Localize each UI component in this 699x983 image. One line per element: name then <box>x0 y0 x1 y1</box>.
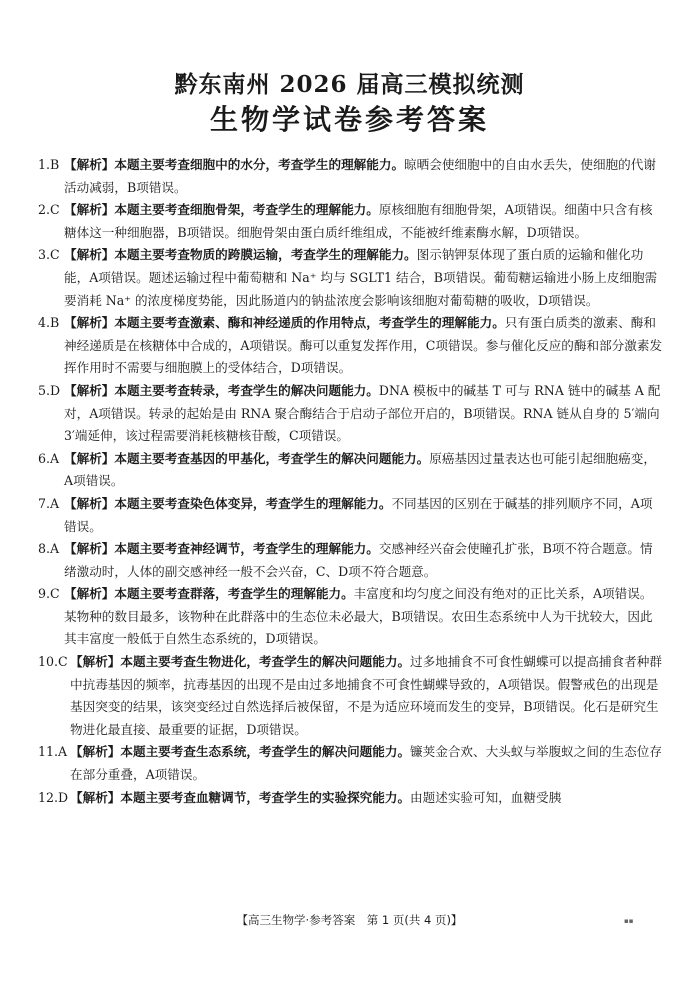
answer-item-7 <box>38 493 664 538</box>
answer-number: 4.B <box>38 315 60 331</box>
answer-item-5 <box>38 380 664 448</box>
analysis-text: 镰荚金合欢、大头蚁与举腹蚁之间的生态位存在部分重叠，A项错误。 <box>70 744 662 783</box>
analysis-heading: 【解析】本题主要考查激素、酶和神经递质的作用特点，考查学生的理解能力。 <box>64 315 505 331</box>
answer-number: 7.A <box>38 495 60 511</box>
analysis-text: 由题述实验可知，血糖受胰 <box>410 789 562 805</box>
analysis-text: 图示钠钾泵体现了蛋白质的运输和催化功能，A项错误。题述运输过程中葡萄糖和 Na⁺ 均与 SGLT1 结合，B项错误。葡萄糖运输进小肠上皮细胞需要消耗 Na⁺ 的浓度梯度势能，因此肠道内的钠盐浓度会影响该细胞对葡萄糖的吸收，D项错误。 <box>64 247 658 308</box>
analysis-text: 原癌基因过量表达也可能引起细胞癌变，A项错误。 <box>64 450 656 489</box>
page-footer: 【高三生物学·参考答案 第 1 页(共 4 页)】 <box>236 913 463 927</box>
analysis-heading: 【解析】本题主要考查血糖调节，考查学生的实验探究能力。 <box>70 789 411 805</box>
answer-number: 2.C <box>38 202 60 218</box>
analysis-heading: 【解析】本题主要考查基因的甲基化，考查学生的解决问题能力。 <box>64 450 430 466</box>
corner-mark: ▪▪ <box>624 917 634 925</box>
analysis-heading: 【解析】本题主要考查生态系统，考查学生的解决问题能力。 <box>70 744 411 760</box>
answer-list <box>38 154 664 809</box>
answer-number: 11.A <box>38 744 68 760</box>
analysis-text: 丰富度和均匀度之间没有绝对的正比关系，A项错误。某物种的数目最多，该物种在此群落中的生态位未必最大，B项错误。农田生态系统中人为干扰较大，因此其丰富度一般低于自然生态系统的，D项错误。 <box>64 586 653 647</box>
analysis-heading: 【解析】本题主要考查细胞中的水分，考查学生的理解能力。 <box>64 157 405 172</box>
answer-number: 10.C <box>38 654 68 670</box>
analysis-text: DNA 模板中的碱基 T 可与 RNA 链中的碱基 A 配对，A项错误。转录的起始是由 RNA 聚合酶结合于启动子部位开启的，B项错误。RNA 链从自身的 5′端向 3′端延伸，该过程需要消耗核糖核苷酸，C项错误。 <box>64 382 661 444</box>
analysis-text: 原核细胞有细胞骨架，A项错误。细菌中只含有核糖体这一种细胞器，B项错误。细胞骨架由蛋白质纤维组成，不能被纤维素酶水解，D项错误。 <box>64 202 653 240</box>
analysis-heading: 【解析】本题主要考查转录，考查学生的解决问题能力。 <box>64 382 379 398</box>
answer-item-9 <box>38 583 664 651</box>
analysis-text: 过多地捕食不可食性蝴蝶可以提高捕食者种群中抗毒基因的频率，抗毒基因的出现不是由过多地捕食不可食性蝴蝶导致的，A项错误。假警戒色的出现是基因突变的结果，该突变经过自然选择后被保留，不是为适应环境而发生的变异，B项错误。化石是研究生物进化最直接、最重要的证据，D项错误。 <box>70 654 662 737</box>
answer-item-6 <box>38 448 664 493</box>
answer-item-2 <box>38 199 664 244</box>
answer-number: 3.C <box>38 247 60 263</box>
analysis-heading: 【解析】本题主要考查细胞骨架，考查学生的理解能力。 <box>64 202 379 218</box>
answer-number: 1.B <box>38 157 60 172</box>
analysis-heading: 【解析】本题主要考查生物进化，考查学生的解决问题能力。 <box>70 654 411 670</box>
analysis-text: 不同基因的区别在于碱基的排列顺序不同，A项错误。 <box>64 495 653 534</box>
answer-key-title: 生物学试卷参考答案 <box>209 103 489 136</box>
answer-item-11 <box>38 741 664 786</box>
analysis-heading: 【解析】本题主要考查物质的跨膜运输，考查学生的理解能力。 <box>64 247 417 263</box>
answer-number: 12.D <box>38 789 69 805</box>
answer-number: 5.D <box>38 382 61 398</box>
exam-title: 黔东南州 2026 届高三模拟统测 <box>174 71 525 98</box>
answer-number: 8.A <box>38 541 60 557</box>
analysis-heading: 【解析】本题主要考查染色体变异，考查学生的理解能力。 <box>64 495 392 511</box>
answer-number: 9.C <box>38 586 60 602</box>
answer-item-12 <box>38 787 664 810</box>
answer-item-3 <box>38 244 664 312</box>
analysis-heading: 【解析】本题主要考查神经调节，考查学生的理解能力。 <box>64 541 379 557</box>
answer-item-10 <box>38 651 664 741</box>
answer-item-8 <box>38 538 664 583</box>
answer-number: 6.A <box>38 450 60 466</box>
analysis-heading: 【解析】本题主要考查群落，考查学生的理解能力。 <box>64 586 354 602</box>
answer-item-4 <box>38 312 664 380</box>
analysis-text: 晾晒会使细胞中的自由水丢失，使细胞的代谢活动减弱，B项错误。 <box>64 157 656 195</box>
analysis-text: 交感神经兴奋会使瞳孔扩张，B项不符合题意。情绪激动时，人体的副交感神经一般不会兴奋，C、D项不符合题意。 <box>64 541 653 579</box>
answer-item-1 <box>38 154 664 199</box>
analysis-text: 只有蛋白质类的激素、酶和神经递质是在核糖体中合成的，A项错误。酶可以重复发挥作用，C项错误。参与催化反应的酶和部分激素发挥作用时不需要与细胞膜上的受体结合，D项错误。 <box>64 315 663 376</box>
